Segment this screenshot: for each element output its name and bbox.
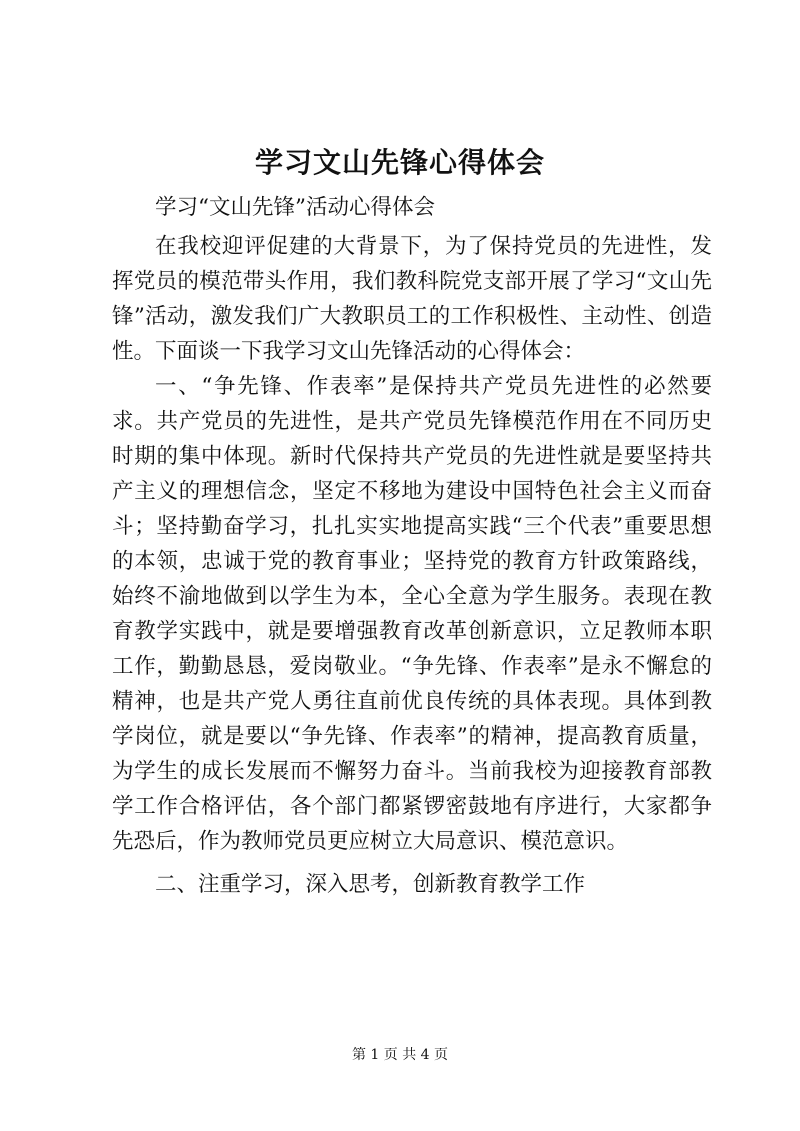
subtitle-paragraph: 学习“文山先锋”活动心得体会 [155, 195, 435, 220]
section-one-paragraph: 一、“争先锋、作表率”是保持共产党员先进性的必然要求。共产党员的先进性，是共产党员先锋模范作用在不同历史时期的集中体现。新时代保持共产党员的先进性就是要坚持共产主义的理想信念，坚定不移地为建设中国特色社会主义而奋斗；坚持勤奋学习，扎扎实实地提高实践“三个代表”重要思想的本领，忠诚于党的教育事业；坚持党的教育方针政策路线，始终不渝地做到以学生为本，全心全意为学生服务。表现在教育教学实践中，就是要增强教育改革创新意识，立足教师本职工作，勤勤恳恳，爱岗敬业。“争先锋、作表率”是永不懈怠的精神，也是共产党人勇往直前优良传统的具体表现。具体到教学岗位，就是要以“争先锋、作表率”的精神，提高教育质量，为学生的成长发展而不懈努力奋斗。当前我校为迎接教育部教学工作合格评估，各个部门都紧锣密鼓地有序进行，大家都争先恐后，作为教师党员更应树立大局意识、模范意识。 [112, 374, 712, 854]
intro-paragraph: 在我校迎评促建的大背景下，为了保持党员的先进性，发挥党员的模范带头作用，我们教科院党支部开展了学习“文山先锋”活动，激发我们广大教职员工的工作积极性、主动性、创造性。下面谈一下我学习文山先锋活动的心得体会： [112, 234, 712, 364]
section-two-heading: 二、注重学习，深入思考，创新教育教学工作 [155, 872, 586, 897]
document-title: 学习文山先锋心得体会 [254, 146, 545, 179]
page-footer: 第 1 页 共 4 页 [351, 1047, 449, 1063]
document-body [112, 190, 712, 902]
